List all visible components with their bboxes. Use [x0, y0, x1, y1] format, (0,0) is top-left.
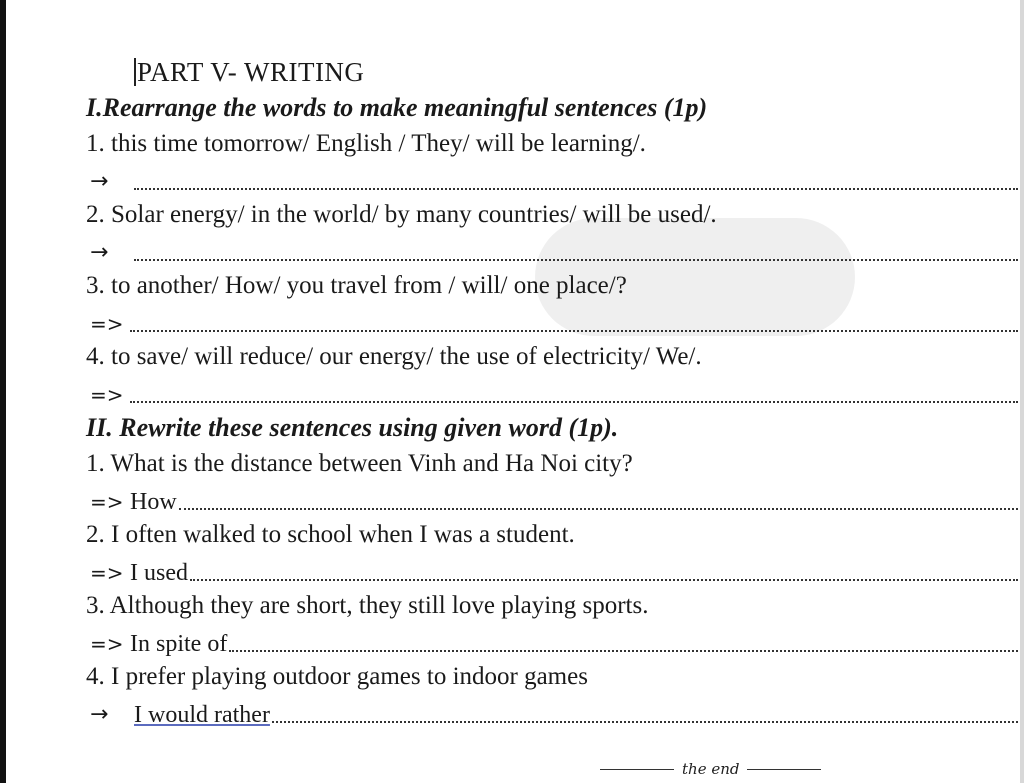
footer-rule-right	[747, 769, 821, 770]
double-arrow-icon: =>	[90, 561, 124, 585]
right-arrow-icon: →	[90, 169, 109, 194]
double-arrow-icon: =>	[90, 632, 124, 656]
answer-prompt: In spite of	[130, 631, 228, 657]
section-2-heading: II. Rewrite these sentences using given word (1p).	[86, 413, 619, 442]
section-1-answer-line-1[interactable]	[86, 162, 1018, 197]
section-2-answer-line-1[interactable]	[86, 482, 1018, 517]
answer-prompt: How	[130, 489, 177, 515]
section-1-answer-line-3[interactable]	[86, 304, 1018, 339]
section-1-answer-line-2[interactable]	[86, 233, 1018, 268]
answer-blank[interactable]	[190, 573, 1018, 581]
page-left-edge	[0, 0, 6, 783]
double-arrow-icon: =>	[90, 383, 124, 407]
footer-text: the end	[682, 760, 740, 778]
section-1-question-3: 3. to another/ How/ you travel from / will/ one place/?	[86, 272, 627, 299]
answer-prompt: I would rather	[134, 702, 270, 728]
section-2-answer-line-4[interactable]	[86, 695, 1018, 730]
section-2-question-3: 3. Although they are short, they still love playing sports.	[86, 592, 649, 619]
section-1-question-1: 1. this time tomorrow/ English / They/ will be learning/.	[86, 130, 646, 157]
section-2-question-2: 2. I often walked to school when I was a student.	[86, 521, 575, 548]
answer-blank[interactable]	[179, 502, 1018, 510]
answer-blank[interactable]	[272, 715, 1018, 723]
right-arrow-icon: →	[90, 702, 109, 727]
footer-the-end	[600, 760, 821, 778]
text-cursor	[134, 58, 136, 86]
double-arrow-icon: =>	[90, 312, 124, 336]
right-arrow-icon: →	[90, 240, 109, 265]
section-1-heading: I.Rearrange the words to make meaningful sentences (1p)	[86, 93, 708, 122]
section-2-question-1: 1. What is the distance between Vinh and Ha Noi city?	[86, 450, 633, 477]
answer-blank[interactable]	[130, 395, 1018, 403]
part-title	[134, 54, 1018, 90]
answer-blank[interactable]	[134, 253, 1018, 261]
footer-rule-left	[600, 769, 674, 770]
section-2-answer-line-2[interactable]	[86, 553, 1018, 588]
page-right-edge	[1020, 0, 1024, 783]
section-2-question-4: 4. I prefer playing outdoor games to indoor games	[86, 663, 588, 690]
section-1-question-4: 4. to save/ will reduce/ our energy/ the use of electricity/ We/.	[86, 343, 702, 370]
section-1-question-2: 2. Solar energy/ in the world/ by many countries/ will be used/.	[86, 201, 717, 228]
answer-blank[interactable]	[134, 182, 1018, 190]
answer-prompt: I used	[130, 560, 188, 586]
worksheet	[86, 54, 1018, 730]
section-2-answer-line-3[interactable]	[86, 624, 1018, 659]
double-arrow-icon: =>	[90, 490, 124, 514]
answer-blank[interactable]	[229, 644, 1018, 652]
part-title-text: PART V- WRITING	[137, 57, 365, 87]
answer-blank[interactable]	[130, 324, 1018, 332]
section-1-answer-line-4[interactable]	[86, 375, 1018, 410]
